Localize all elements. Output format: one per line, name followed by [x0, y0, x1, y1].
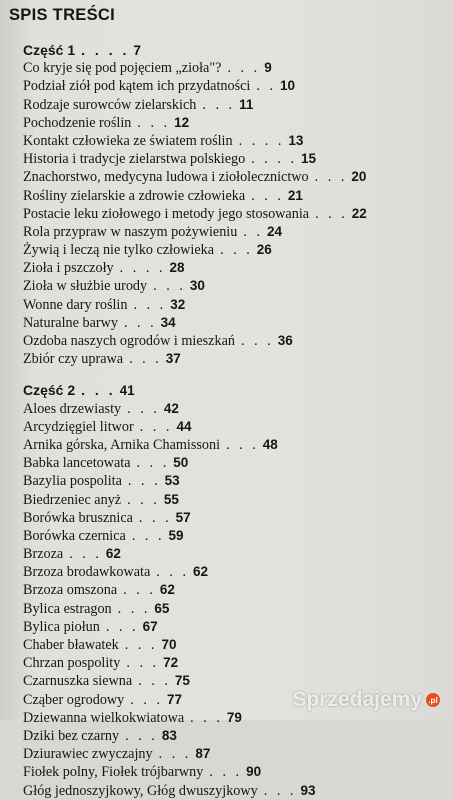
leader-dots: . . .	[227, 60, 261, 77]
toc-entry	[23, 782, 444, 800]
leader-dots: . . .	[220, 242, 253, 259]
toc-entry	[23, 509, 444, 527]
leader-dots: . . .	[136, 455, 170, 472]
watermark-logo	[292, 688, 440, 712]
page-number: 28	[169, 260, 185, 276]
toc-entry	[23, 472, 444, 490]
table-of-contents	[23, 41, 444, 800]
entry-title: Naturalne barwy	[23, 314, 118, 331]
page-number: 77	[167, 691, 183, 707]
page-number: 41	[119, 383, 135, 399]
page-number: 9	[264, 60, 272, 76]
page-number: 48	[262, 436, 278, 452]
page-number: 15	[301, 151, 317, 167]
entry-title: Żywią i leczą nie tylko człowieka	[23, 242, 215, 259]
entry-title: Kontakt człowieka ze światem roślin	[23, 132, 233, 149]
leader-dots: . . .	[251, 187, 284, 204]
entry-title: Podział ziół pod kątem ich przydatności	[23, 78, 251, 95]
toc-entry	[23, 436, 444, 454]
toc-entry	[23, 296, 444, 314]
toc-entry	[23, 491, 444, 509]
toc-entry	[23, 527, 444, 545]
leader-dots: . . .	[123, 582, 156, 599]
page-number: 10	[279, 78, 296, 94]
leader-dots: . . .	[105, 618, 139, 635]
entry-title: Biedrzeniec anyż	[23, 491, 122, 508]
page-number: 83	[161, 727, 177, 743]
toc-entry	[23, 600, 444, 618]
part2-entries	[23, 400, 444, 800]
toc-entry	[23, 77, 444, 95]
entry-title: Dziki bez czarny	[23, 727, 120, 744]
part-heading	[23, 41, 444, 59]
part-label: Część 1	[23, 42, 76, 58]
page-number: 24	[266, 223, 283, 239]
page-number: 75	[174, 673, 190, 689]
leader-dots: . . .	[209, 764, 243, 781]
leader-dots: . . .	[123, 314, 157, 331]
entry-title: Historia i tradycje zielarstwa polskiego	[23, 151, 246, 168]
leader-dots: . . .	[127, 400, 160, 417]
entry-title: Postacie leku ziołowego i metody jego stosowania	[23, 205, 310, 222]
leader-dots: . . .	[81, 382, 116, 399]
page-number: 59	[168, 527, 184, 543]
entry-title: Chaber bławatek	[23, 637, 119, 653]
page-number: 11	[239, 96, 254, 112]
leader-dots: . . .	[117, 600, 151, 617]
leader-dots: . . .	[138, 673, 171, 690]
entry-title: Arnika górska, Arnika Chamissoni	[23, 436, 221, 453]
toc-entry	[23, 241, 444, 259]
toc-entry	[23, 132, 444, 150]
toc-entry	[23, 727, 444, 745]
part-label: Część 2	[23, 382, 76, 399]
leader-dots: . . .	[153, 278, 186, 295]
entry-title: Czarnuszka siewna	[23, 673, 133, 690]
watermark-text: Sprzedajemy	[292, 688, 422, 711]
entry-title: Cząber ogrodowy	[23, 691, 125, 708]
entry-title: Zioła w służbie urody	[23, 278, 148, 295]
entry-title: Babka lancetowata	[23, 455, 131, 472]
page-number: 72	[163, 655, 179, 671]
entry-title: Fiołek polny, Fiołek trójbarwny	[23, 764, 204, 781]
page-number: 30	[189, 278, 205, 294]
toc-entry	[23, 59, 444, 77]
leader-dots: . . .	[125, 727, 158, 744]
page-number: 65	[154, 600, 170, 616]
page-number: 12	[174, 114, 190, 130]
entry-title: Borówka brusznica	[23, 509, 133, 526]
page-number: 55	[163, 491, 179, 507]
entry-title: Rodzaje surowców zielarskich	[23, 96, 197, 113]
leader-dots: . .	[243, 223, 263, 240]
leader-dots: . . .	[263, 782, 297, 799]
page-number: 70	[161, 637, 177, 652]
section-spacer	[23, 368, 444, 381]
toc-entry	[23, 332, 444, 350]
entry-title: Pochodzenie roślin	[23, 114, 132, 131]
entry-title: Chrzan pospolity	[23, 655, 121, 672]
page-number: 57	[175, 509, 191, 525]
page-title: SPIS TREŚCI	[9, 6, 115, 24]
page-number: 44	[176, 418, 192, 434]
entry-title: Arcydzięgiel litwor	[23, 418, 134, 435]
page-number: 42	[163, 400, 179, 416]
leader-dots: . . .	[315, 205, 348, 222]
entry-title: Borówka czernica	[23, 527, 126, 544]
leader-dots: . . .	[124, 637, 158, 653]
page-number: 34	[160, 314, 176, 330]
leader-dots: . . .	[202, 96, 236, 113]
leader-dots: . .	[256, 78, 276, 95]
leader-dots: . . .	[190, 709, 223, 726]
leader-dots: . . .	[133, 296, 167, 313]
toc-entry	[23, 150, 444, 168]
entry-title: Rośliny zielarskie a zdrowie człowieka	[23, 187, 246, 204]
entry-title: Bazylia pospolita	[23, 473, 122, 490]
leader-dots: . . . .	[81, 42, 130, 58]
toc-entry	[23, 618, 444, 636]
entry-title: Znachorstwo, medycyna ludowa i ziołolecznictwo	[23, 169, 309, 186]
entry-title: Brzoza omszona	[23, 582, 118, 599]
leader-dots: . . .	[137, 114, 171, 131]
entry-title: Aloes drzewiasty	[23, 400, 122, 417]
toc-entry	[23, 563, 444, 581]
leader-dots: . . . .	[251, 151, 298, 168]
toc-entry	[23, 454, 444, 472]
entry-title: Dziewanna wielkokwiatowa	[23, 709, 185, 726]
page-number: 53	[164, 473, 180, 489]
toc-entry	[23, 418, 444, 436]
page-number: 36	[277, 333, 293, 348]
toc-entry	[23, 277, 444, 295]
page-number: 62	[192, 564, 209, 580]
page-number: 26	[256, 242, 272, 258]
entry-title: Dziurawiec zwyczajny	[23, 746, 153, 763]
toc-entry	[23, 581, 444, 599]
toc-entry	[23, 114, 444, 132]
entry-title: Bylica piołun	[23, 618, 100, 635]
leader-dots: . . .	[127, 491, 160, 508]
page-number: 62	[105, 546, 121, 562]
entry-title: Wonne dary roślin	[23, 296, 128, 313]
page-number: 22	[351, 205, 367, 221]
toc-entry	[23, 314, 444, 332]
page-number: 7	[133, 43, 141, 58]
toc-entry	[23, 745, 444, 763]
entry-title: Brzoza	[23, 546, 64, 563]
leader-dots: . . .	[158, 746, 192, 763]
part-heading	[23, 381, 444, 399]
toc-entry	[23, 350, 444, 368]
toc-entry	[23, 654, 444, 672]
page-number: 79	[226, 709, 242, 725]
page-number: 37	[165, 351, 181, 367]
toc-entry	[23, 205, 444, 223]
toc-entry	[23, 96, 444, 114]
leader-dots: . . .	[126, 655, 160, 672]
entry-title: Głóg jednoszyjkowy, Głóg dwuszyjkowy	[23, 782, 258, 799]
entry-title: Rola przypraw w naszym pożywieniu	[23, 223, 238, 240]
toc-entry	[23, 259, 444, 277]
entry-title: Co kryje się pod pojęciem „zioła"?	[23, 60, 222, 77]
entry-title: Bylica estragon	[23, 600, 112, 617]
page-number: 13	[288, 132, 304, 148]
watermark-badge-icon: .pl	[426, 693, 440, 707]
page-number: 67	[142, 618, 158, 634]
toc-entry	[23, 400, 444, 418]
toc-entry	[23, 168, 444, 186]
page-number: 93	[300, 782, 316, 798]
toc-entry	[23, 187, 444, 205]
page-number: 32	[170, 296, 186, 312]
toc-entry	[23, 223, 444, 241]
leader-dots: . . .	[129, 351, 162, 368]
entry-title: Brzoza brodawkowata	[23, 564, 151, 581]
page-number: 62	[159, 582, 175, 598]
leader-dots: . . . .	[119, 260, 166, 277]
toc-entry	[23, 636, 444, 654]
leader-dots: . . .	[130, 691, 163, 708]
entry-title: Ozdoba naszych ogrodów i mieszkań	[23, 333, 235, 349]
page-number: 87	[195, 746, 211, 762]
leader-dots: . . .	[139, 418, 173, 435]
part1-entries	[23, 59, 444, 368]
leader-dots: . . .	[127, 473, 161, 490]
leader-dots: . . .	[314, 169, 348, 186]
leader-dots: . . .	[240, 333, 274, 349]
leader-dots: . . . .	[238, 132, 285, 149]
leader-dots: . . .	[156, 564, 189, 581]
page-number: 50	[173, 455, 189, 471]
entry-title: Zioła i pszczoły	[23, 260, 114, 277]
leader-dots: . . .	[131, 527, 165, 544]
page-number: 20	[351, 169, 367, 185]
page-number: 21	[287, 187, 303, 203]
entry-title: Zbiór czy uprawa	[23, 351, 124, 368]
leader-dots: . . .	[226, 436, 259, 453]
leader-dots: . . .	[138, 509, 172, 526]
toc-entry	[23, 545, 444, 563]
toc-entry	[23, 763, 444, 781]
leader-dots: . . .	[69, 546, 102, 563]
page-number: 90	[246, 764, 262, 780]
